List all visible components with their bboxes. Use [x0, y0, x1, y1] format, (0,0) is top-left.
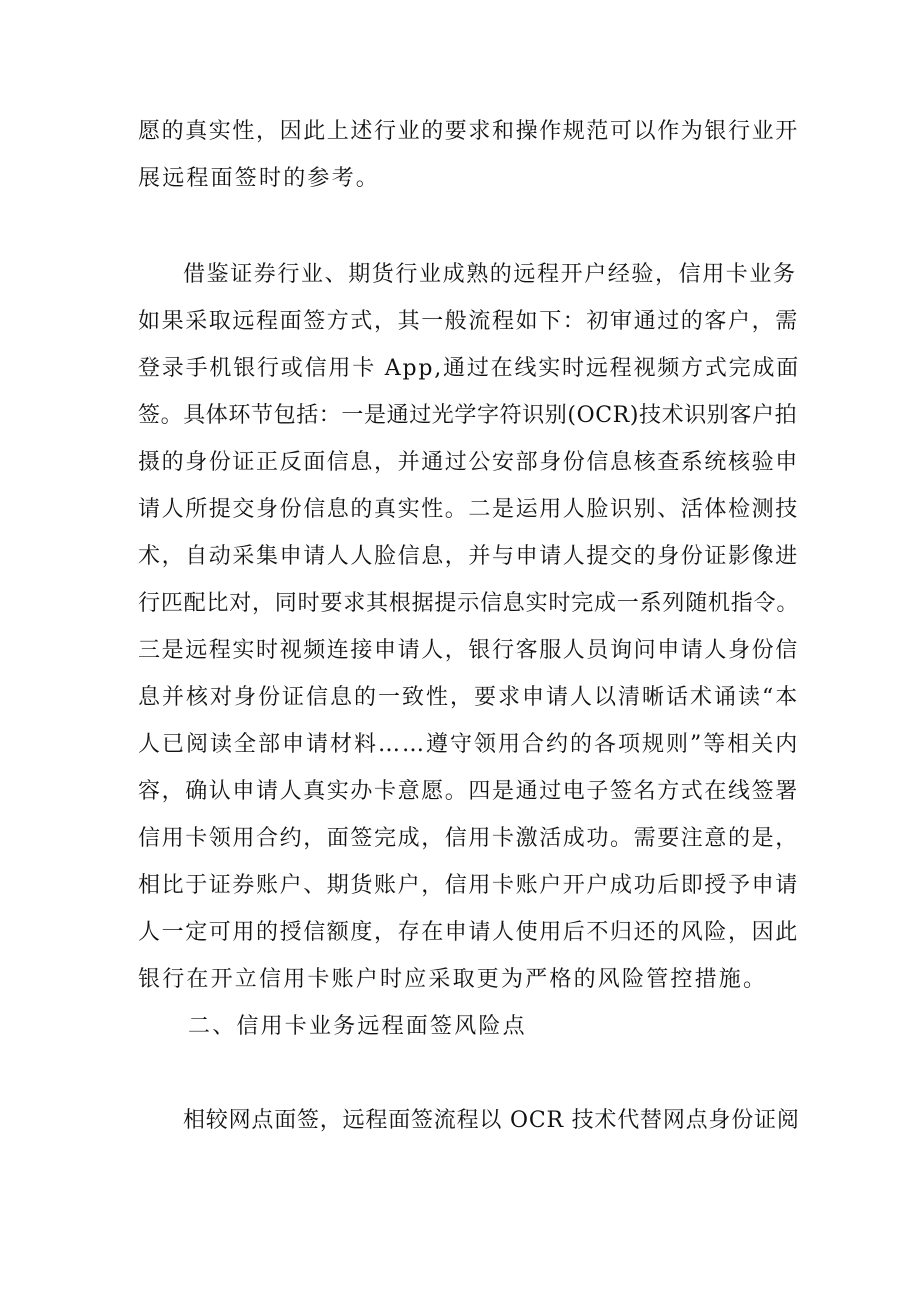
- paragraph-2-line-3: 登录手机银行或信用卡 App,通过在线实时远程视频方式完成面: [138, 356, 801, 381]
- paragraph-1-line-1: 愿的真实性，因此上述行业的要求和操作规范可以作为银行业开: [138, 119, 799, 144]
- paragraph-2-line-6: 请人所提交身份信息的真实性。二是运用人脸识别、活体检测技: [138, 497, 799, 522]
- paragraph-2-line-12: 容，确认申请人真实办卡意愿。四是通过电子签名方式在线签署: [138, 779, 799, 804]
- paragraph-2-line-10: 息并核对身份证信息的一致性，要求申请人以清晰话术诵读“本: [138, 685, 800, 710]
- paragraph-2-line-4: 签。具体环节包括：一是通过光学字符识别(OCR)技术识别客户拍: [138, 403, 798, 428]
- paragraph-2-line-5: 摄的身份证正反面信息，并通过公安部身份信息核查系统核验申: [138, 450, 799, 475]
- paragraph-2-line-13: 信用卡领用合约，面签完成，信用卡激活成功。需要注意的是，: [138, 826, 799, 851]
- paragraph-2-line-8: 行匹配比对，同时要求其根据提示信息实时完成一系列随机指令。: [138, 591, 800, 616]
- paragraph-2-line-11: 人已阅读全部申请材料……遵守领用合约的各项规则”等相关内: [138, 732, 800, 757]
- paragraph-2-line-15: 人一定可用的授信额度，存在申请人使用后不归还的风险，因此: [138, 920, 799, 945]
- paragraph-2-line-16: 银行在开立信用卡账户时应采取更为严格的风险管控措施。: [138, 967, 768, 992]
- paragraph-3-line-1: 相较网点面签，远程面签流程以 OCR 技术代替网点身份证阅: [183, 1108, 800, 1133]
- paragraph-2-line-14: 相比于证券账户、期货账户，信用卡账户开户成功后即授予申请: [138, 873, 799, 898]
- section-heading: 二、信用卡业务远程面签风险点: [188, 1014, 527, 1039]
- paragraph-2-line-9: 三是远程实时视频连接申请人，银行客服人员询问申请人身份信: [138, 638, 799, 663]
- paragraph-2-line-2: 如果采取远程面签方式，其一般流程如下：初审通过的客户，需: [138, 309, 799, 334]
- paragraph-2-line-7: 术，自动采集申请人人脸信息，并与申请人提交的身份证影像进: [138, 544, 799, 569]
- paragraph-1-line-2: 展远程面签时的参考。: [138, 166, 381, 191]
- paragraph-2-line-1: 借鉴证券行业、期货行业成熟的远程开户经验，信用卡业务: [183, 262, 797, 287]
